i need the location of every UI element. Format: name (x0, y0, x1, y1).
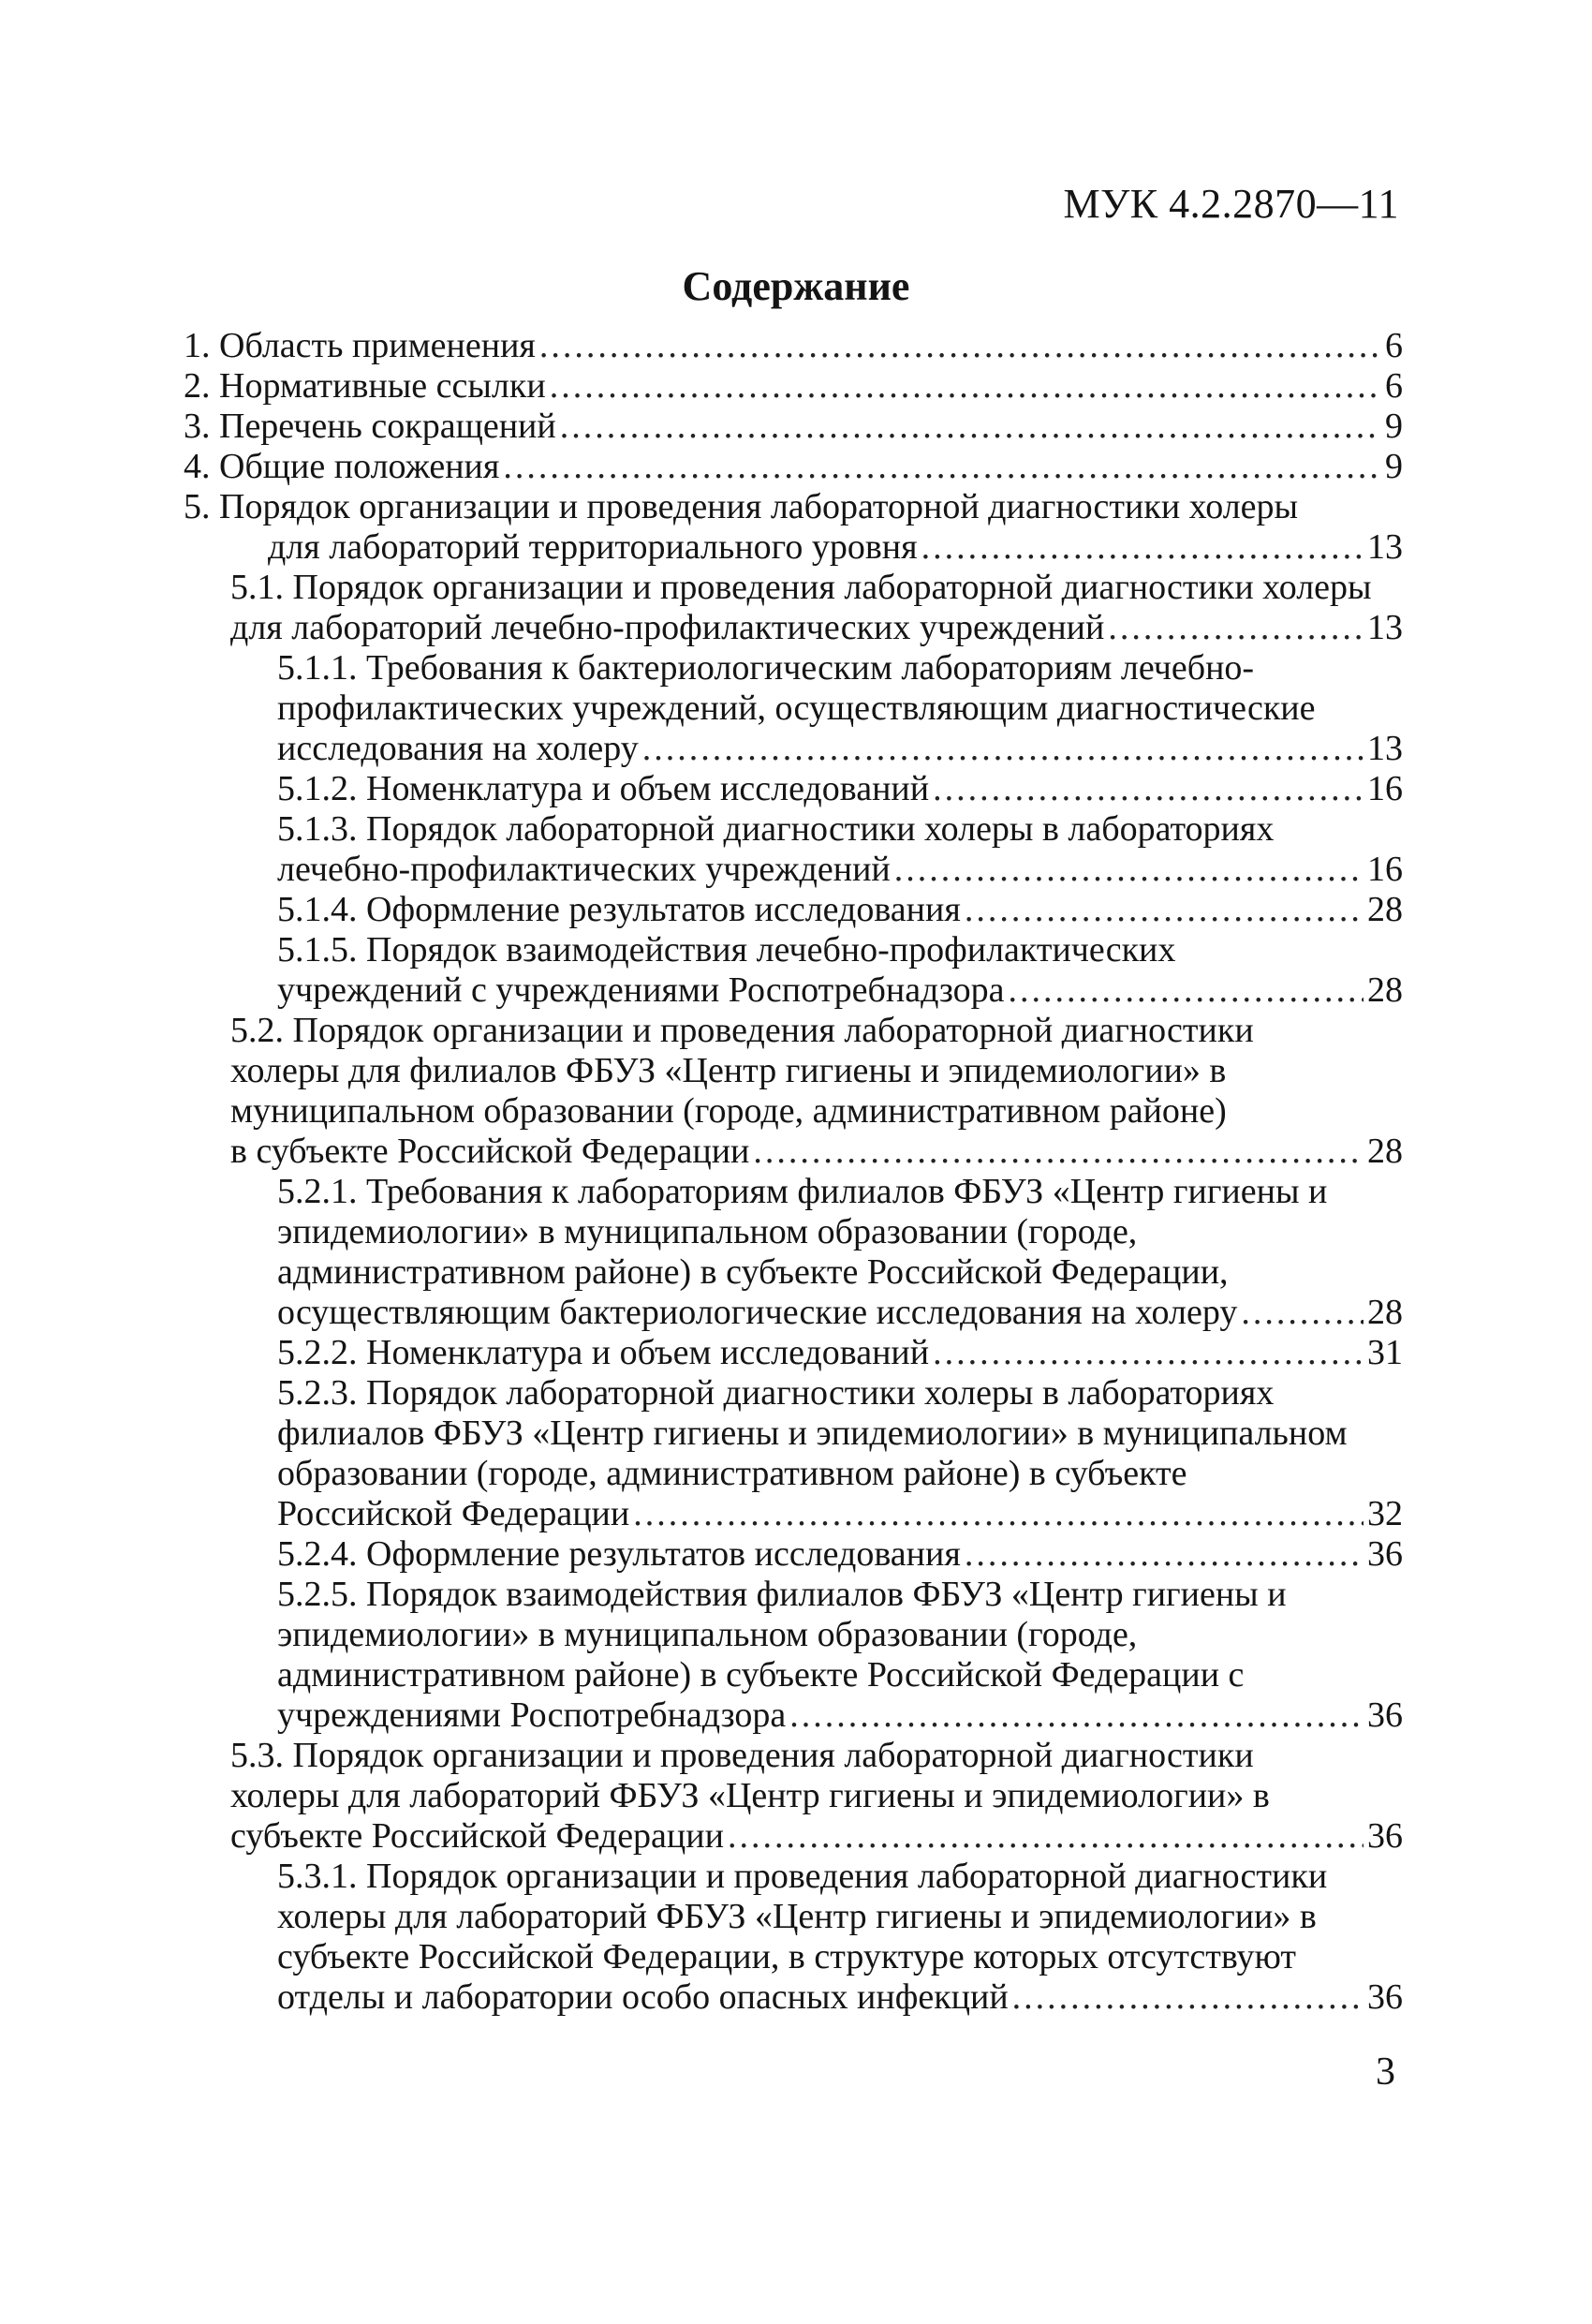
toc-entry-title: 3. Перечень сокращений (184, 407, 556, 446)
toc-page-number: 13 (1367, 527, 1403, 567)
dot-leader (1009, 970, 1364, 1011)
toc-entry-title: 1. Область применения (184, 326, 536, 365)
toc-entry-title: исследования на холеру (277, 729, 639, 768)
toc-entry-line: холеры для филиалов ФБУЗ «Центр гигиены и эпидемиологии» в (230, 1051, 1227, 1090)
dot-leader (753, 1132, 1364, 1172)
toc-entry-line: 5.2.1. Требования к лабораториям филиалов ФБУЗ «Центр гигиены и (277, 1172, 1328, 1211)
dot-leader (933, 769, 1364, 809)
toc-entry-line: филиалов ФБУЗ «Центр гигиены и эпидемиологии» в муниципальном (277, 1414, 1348, 1453)
toc-page-number: 28 (1367, 970, 1403, 1010)
dot-leader (1108, 608, 1364, 648)
toc-entry-title: 5.1.4. Оформление результатов исследования (277, 890, 961, 929)
toc-entry-title: для лабораторий территориального уровня (268, 527, 918, 567)
toc-page-number: 28 (1367, 890, 1403, 929)
dot-leader (894, 850, 1364, 890)
dot-leader (921, 527, 1364, 568)
toc-page-number: 36 (1367, 1816, 1403, 1856)
toc-entry-line: холеры для лабораторий ФБУЗ «Центр гигиены и эпидемиологии» в (230, 1776, 1270, 1815)
toc-entry-line: муниципальном образовании (городе, административном районе) (230, 1091, 1227, 1131)
toc-entry[interactable] (184, 366, 1403, 407)
toc-entry-line: 5.3.1. Порядок организации и проведения лабораторной диагностики (277, 1857, 1328, 1896)
toc-entry-title: учреждениями Роспотребнадзора (277, 1695, 787, 1735)
toc-entry-line: административном районе) в субъекте Российской Федерации с (277, 1655, 1245, 1695)
toc-page-number: 9 (1385, 407, 1403, 446)
toc-page-number: 28 (1367, 1132, 1403, 1171)
toc-entry-line: административном районе) в субъекте Российской Федерации, (277, 1252, 1229, 1292)
toc-page-number: 36 (1367, 1695, 1403, 1735)
toc-page-number: 6 (1385, 326, 1403, 365)
toc-page-number: 6 (1385, 366, 1403, 406)
toc-entry-line: 5. Порядок организации и проведения лабораторной диагностики холеры (184, 487, 1299, 526)
toc-entry-title: 5.1.2. Номенклатура и объем исследований (277, 769, 930, 808)
dot-leader (503, 447, 1381, 487)
dot-leader (933, 1333, 1364, 1373)
document-code: МУК 4.2.2870—11 (1063, 181, 1399, 227)
toc-entry-title: 4. Общие положения (184, 447, 500, 486)
dot-leader (789, 1695, 1364, 1736)
toc-entry-title: 5.2.2. Номенклатура и объем исследований (277, 1333, 930, 1372)
toc-entry[interactable] (184, 568, 1403, 648)
toc-page-number: 9 (1385, 447, 1403, 486)
page-number: 3 (1376, 2050, 1395, 2094)
toc-entry[interactable] (184, 1857, 1403, 2018)
toc-entry[interactable] (184, 809, 1403, 890)
toc-entry-title: для лабораторий лечебно-профилактических учреждений (230, 608, 1105, 647)
dot-leader (560, 407, 1381, 447)
toc-entry[interactable] (184, 1172, 1403, 1333)
toc-title: Содержание (682, 263, 910, 309)
toc-entry[interactable] (184, 930, 1403, 1011)
toc-entry-line: 5.1.5. Порядок взаимодействия лечебно-профилактических (277, 930, 1176, 970)
toc-page-number: 36 (1367, 1977, 1403, 2017)
toc-entry-line: субъекте Российской Федерации, в структуре которых отсутствуют (277, 1937, 1297, 1976)
toc-entry-line: 5.1.3. Порядок лабораторной диагностики холеры в лабораториях (277, 809, 1275, 849)
toc-entry-title: учреждений с учреждениями Роспотребнадзора (277, 970, 1005, 1010)
toc-entry-title: лечебно-профилактических учреждений (277, 850, 891, 889)
toc-entry-title: осуществляющим бактериологические исследования на холеру (277, 1293, 1238, 1332)
dot-leader (965, 890, 1364, 930)
toc-entry[interactable] (184, 326, 1403, 366)
toc-entry-title: 5.2.4. Оформление результатов исследования (277, 1534, 961, 1574)
toc-entry[interactable] (184, 648, 1403, 769)
toc-entry[interactable] (184, 1575, 1403, 1736)
toc-entry[interactable] (184, 407, 1403, 447)
toc-entry[interactable] (184, 447, 1403, 487)
toc-entry-line: профилактических учреждений, осуществляющим диагностические (277, 688, 1316, 728)
toc-page-number: 16 (1367, 850, 1403, 889)
toc-entry[interactable] (184, 1736, 1403, 1857)
toc-entry[interactable] (184, 890, 1403, 930)
toc-entry-title: 2. Нормативные ссылки (184, 366, 546, 406)
toc-entry-line: 5.3. Порядок организации и проведения лабораторной диагностики (230, 1736, 1254, 1775)
dot-leader (728, 1816, 1364, 1857)
toc-entry-title: Российской Федерации (277, 1494, 630, 1533)
toc-entry-line: 5.1.1. Требования к бактериологическим лабораториям лечебно- (277, 648, 1255, 688)
dot-leader (642, 729, 1364, 769)
toc-entry-line: 5.2.5. Порядок взаимодействия филиалов ФБУЗ «Центр гигиены и (277, 1575, 1287, 1614)
toc-entry-line: холеры для лабораторий ФБУЗ «Центр гигиены и эпидемиологии» в (277, 1897, 1317, 1936)
toc-page-number: 13 (1367, 729, 1403, 768)
toc-entry[interactable] (184, 487, 1403, 568)
toc-page-number: 32 (1367, 1494, 1403, 1533)
toc-entry-line: образовании (городе, административном районе) в субъекте (277, 1454, 1187, 1493)
dot-leader (633, 1494, 1364, 1534)
toc-entry-line: 5.2.3. Порядок лабораторной диагностики холеры в лабораториях (277, 1373, 1275, 1413)
toc-page-number: 31 (1367, 1333, 1403, 1372)
dot-leader (1012, 1977, 1364, 2018)
toc-entry[interactable] (184, 1534, 1403, 1575)
toc-entry[interactable] (184, 1373, 1403, 1534)
toc-page-number: 13 (1367, 608, 1403, 647)
toc-entry-line: эпидемиологии» в муниципальном образовании (городе, (277, 1615, 1138, 1654)
toc-entry-line: 5.1. Порядок организации и проведения лабораторной диагностики холеры (230, 568, 1372, 607)
table-of-contents (184, 326, 1403, 2018)
toc-page-number: 28 (1367, 1293, 1403, 1332)
toc-entry-line: эпидемиологии» в муниципальном образовании (городе, (277, 1212, 1138, 1251)
toc-entry-line: 5.2. Порядок организации и проведения лабораторной диагностики (230, 1011, 1254, 1050)
toc-page-number: 16 (1367, 769, 1403, 808)
toc-page-number: 36 (1367, 1534, 1403, 1574)
dot-leader (965, 1534, 1364, 1575)
toc-entry-title: отделы и лаборатории особо опасных инфекций (277, 1977, 1009, 2017)
toc-entry[interactable] (184, 769, 1403, 809)
dot-leader (1241, 1293, 1364, 1333)
toc-entry[interactable] (184, 1333, 1403, 1373)
dot-leader (550, 366, 1381, 407)
toc-entry-title: субъекте Российской Федерации (230, 1816, 724, 1856)
toc-entry[interactable] (184, 1011, 1403, 1172)
toc-entry-title: в субъекте Российской Федерации (230, 1132, 750, 1171)
dot-leader (539, 326, 1381, 366)
